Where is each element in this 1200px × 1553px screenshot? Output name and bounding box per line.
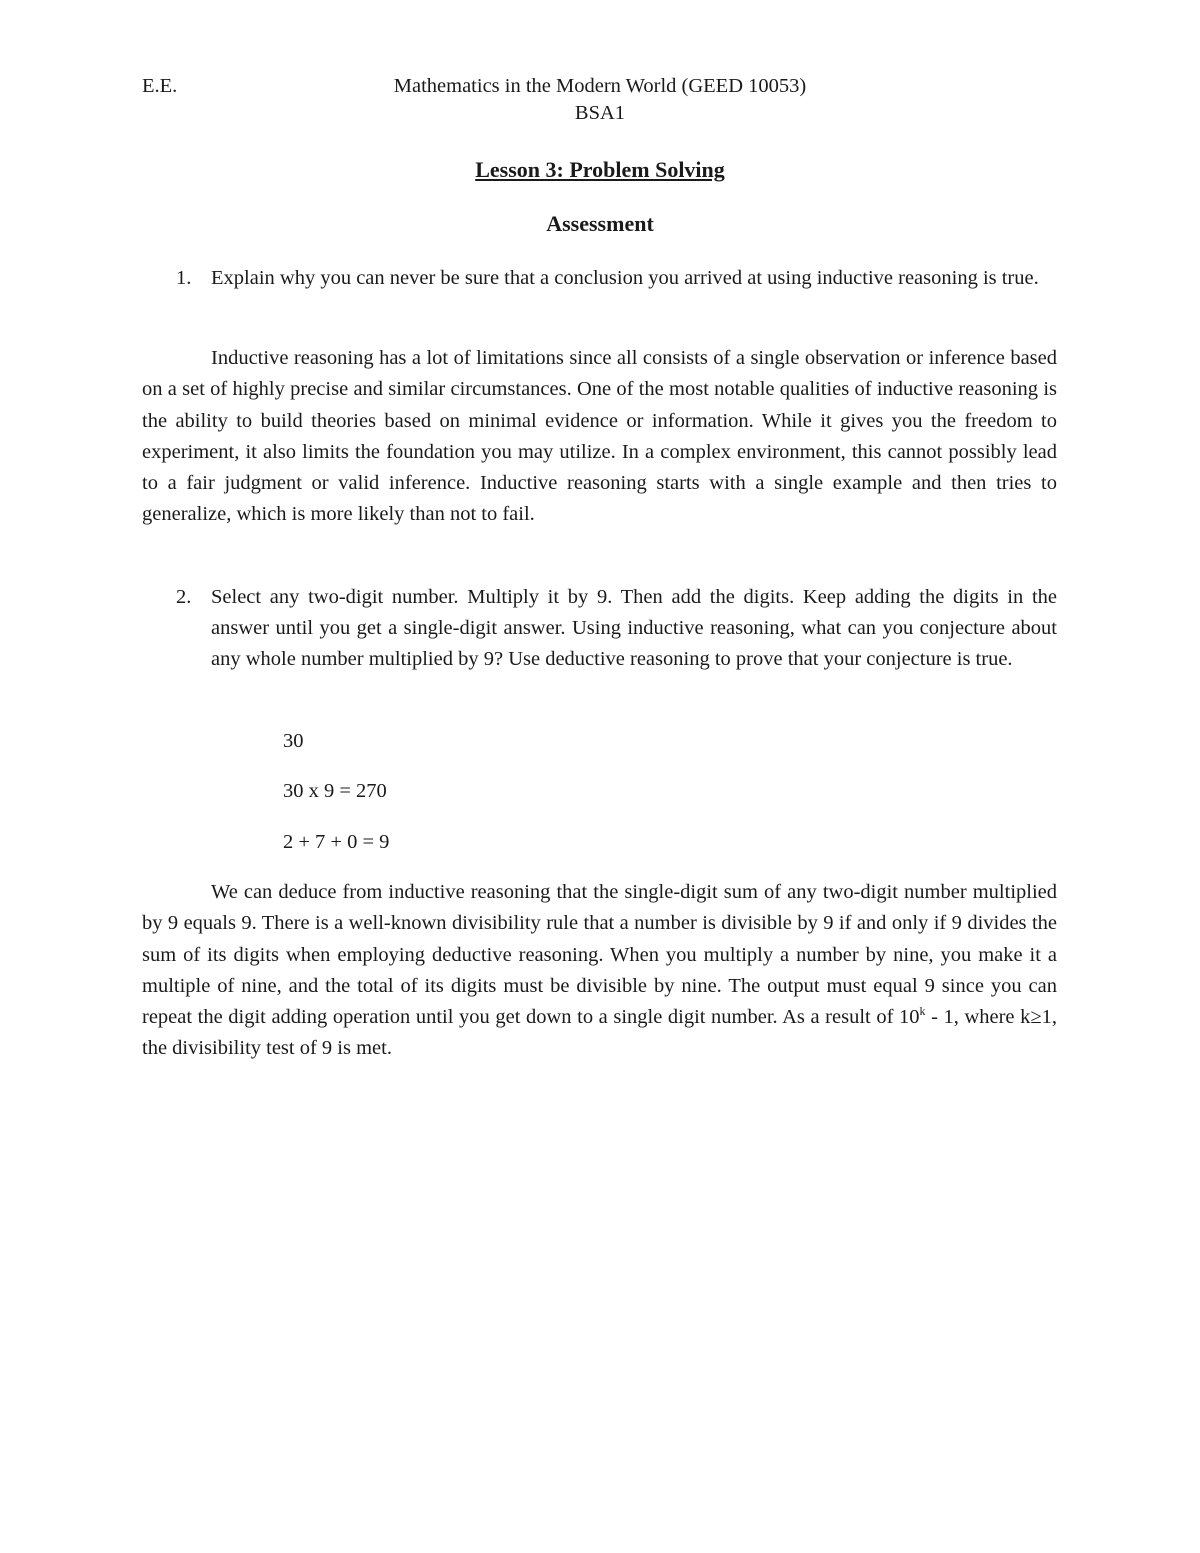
work-line-sum: 2 + 7 + 0 = 9 [283,831,390,853]
course-title: Mathematics in the Modern World (GEED 10053) [393,75,807,97]
question-1-text: Explain why you can never be sure that a conclusion you arrived at using inductive reasoning is true. [211,267,1039,289]
question-2-text: Select any two-digit number. Multiply it by 9. Then add the digits. Keep adding the digits in the answer until you get a single-digit answer. Using inductive reasoning, what can you conjecture about any whole number multiplied by 9? Use deductive reasoning to prove that your conjecture is true. [211,586,1057,670]
exponent-k: k [919,1004,926,1019]
answer-text-part1: We can deduce from inductive reasoning that the single-digit sum of any two-digit number multiplied by 9 equals 9. There is a well-known divisibility rule that a number is divisible by 9 if and only if 9 divides the sum of its digits when employing deductive reasoning. When you multiply a number by nine, you make it a multiple of nine, and the total of its digits must be divisible by nine. The output must equal 9 since you can repeat the digit adding operation until you get down to a single digit number. As a result of 10 [142,881,1057,1029]
work-line-multiply: 30 x 9 = 270 [283,780,387,802]
question-2-number: 2. [176,586,192,608]
assessment-title: Assessment [546,211,654,236]
author-initials: E.E. [142,75,178,97]
lesson-title: Lesson 3: Problem Solving [475,157,725,182]
question-1-answer: Inductive reasoning has a lot of limitations since all consists of a single observation or inference based on a set of highly precise and similar circumstances. One of the most notable qualities of inductive reasoning is the ability to build theories based on minimal evidence or information. While it gives you the freedom to experiment, it also limits the foundation you may utilize. In a complex environment, this cannot possibly lead to a fair judgment or valid inference. Inductive reasoning starts with a single example and then tries to generalize, which is more likely than not to fail. [142,347,1057,526]
question-1-number: 1. [176,267,192,289]
question-2-answer [142,877,1057,1065]
section-label: BSA1 [574,102,626,124]
answer-text-part2: - 1, where k≥1, the divisibility test of 9 is met. [142,1006,1057,1060]
work-line-number: 30 [283,730,304,752]
